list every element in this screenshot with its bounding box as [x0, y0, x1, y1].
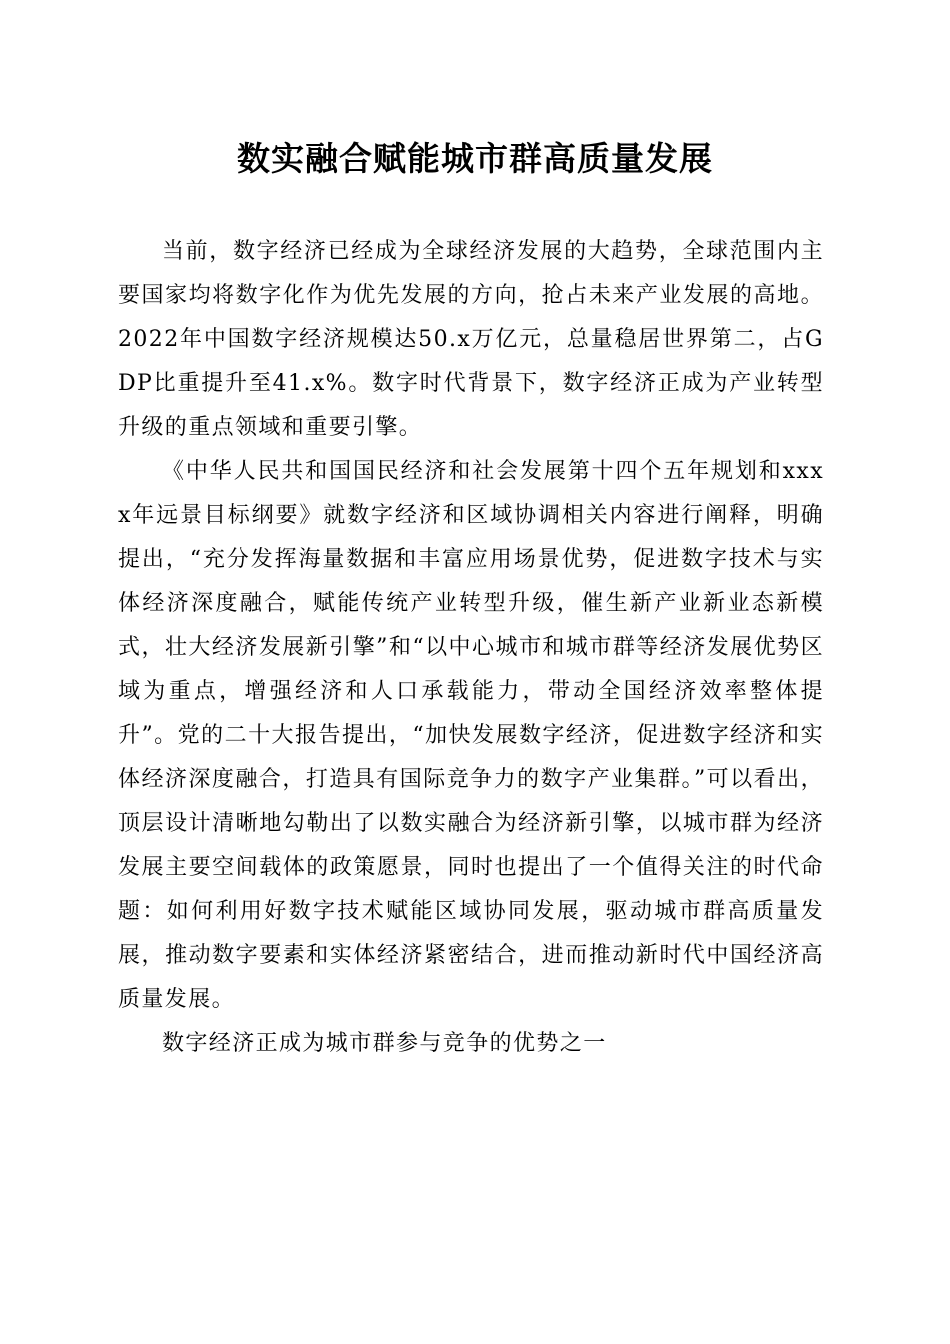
paragraph-intro: 当前，数字经济已经成为全球经济发展的大趋势，全球范围内主要国家均将数字化作为优先发展的方向，抢占未来产业发展的高地。2022年中国数字经济规模达50.x万亿元，总量稳居世界第二，占GDP比重提升至41.x%。数字时代背景下，数字经济正成为产业转型升级的重点领域和重要引擎。	[118, 239, 824, 440]
paragraph-policy: 《中华人民共和国国民经济和社会发展第十四个五年规划和xxxx年远景目标纲要》就数字经济和区域协调相关内容进行阐释，明确提出，“充分发挥海量数据和丰富应用场景优势，促进数字技术与实体经济深度融合，赋能传统产业转型升级，催生新产业新业态新模式，壮大经济发展新引擎”和“以中心城市和城市群等经济发展优势区域为重点，增强经济和人口承载能力，带动全国经济效率整体提升”。党的二十大报告提出，“加快发展数字经济，促进数字经济和实体经济深度融合，打造具有国际竞争力的数字产业集群。”可以看出，顶层设计清晰地勾勒出了以数实融合为经济新引擎，以城市群为经济发展主要空间载体的政策愿景，同时也提出了一个值得关注的时代命题：如何利用好数字技术赋能区域协同发展，驱动城市群高质量发展，推动数字要素和实体经济紧密结合，进而推动新时代中国经济高质量发展。	[118, 459, 824, 1012]
document-body	[118, 230, 824, 1066]
section-heading: 数字经济正成为城市群参与竞争的优势之一	[162, 1031, 607, 1056]
document-title: 数实融合赋能城市群高质量发展	[237, 139, 713, 178]
